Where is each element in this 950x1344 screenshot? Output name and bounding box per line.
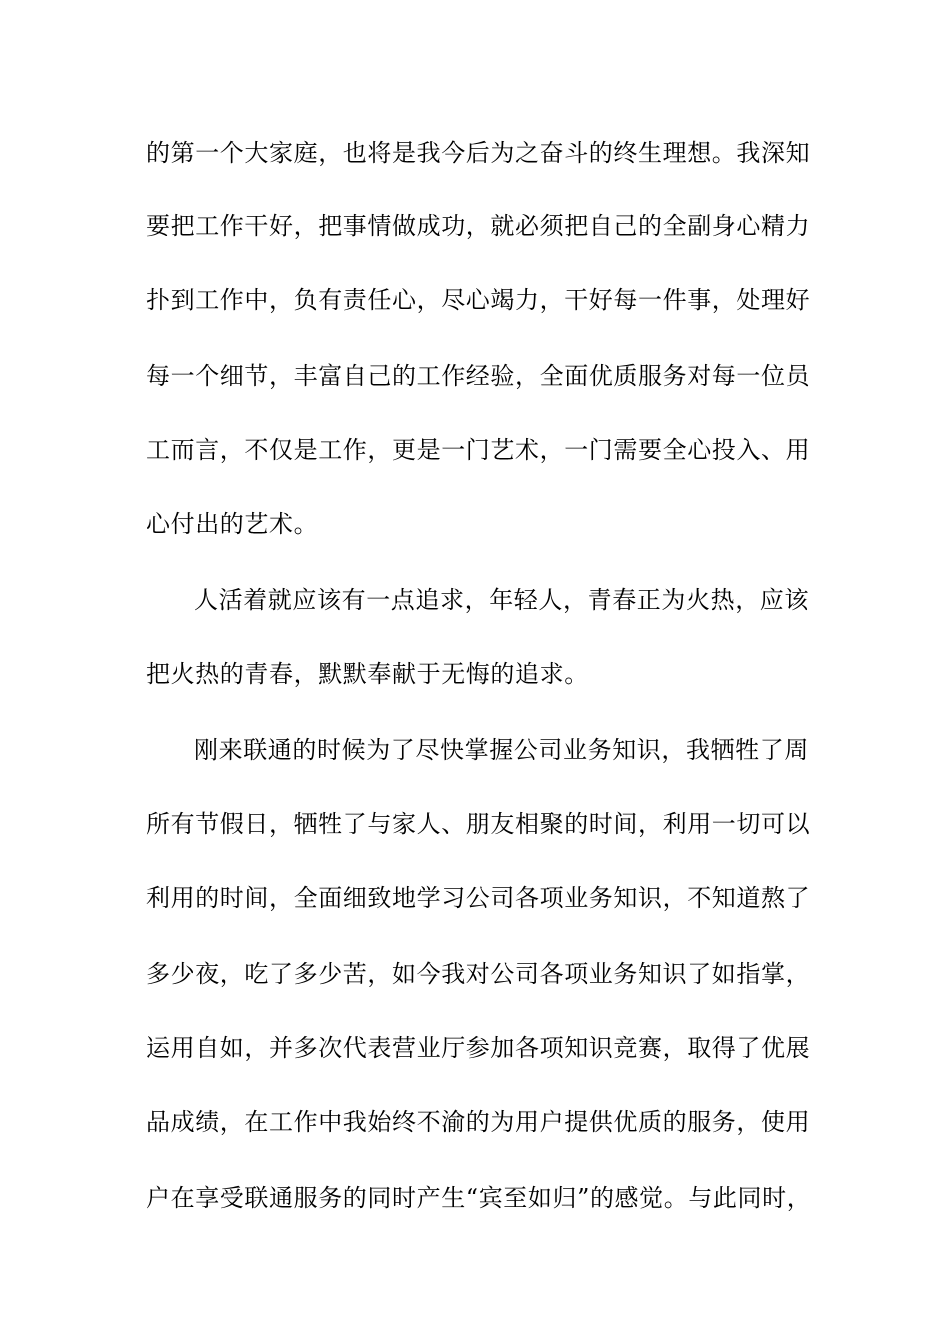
paragraph-first-line: 刚来联通的时候为了尽快掌握公司业务知识，我牺牲了周 (194, 736, 809, 764)
text-line: 要把工作干好，把事情做成功，就必须把自己的全副身心精力 (146, 212, 811, 240)
text-line: 扑到工作中，负有责任心，尽心竭力，干好每一件事，处理好 (146, 286, 811, 314)
text-line: 户在享受联通服务的同时产生“宾至如归”的感觉。与此同时， (146, 1184, 812, 1212)
text-line: 所有节假日，牺牲了与家人、朋友相聚的时间，利用一切可以 (146, 810, 811, 838)
text-line: 心付出的艺术。 (146, 510, 319, 538)
text-line: 多少夜，吃了多少苦，如今我对公司各项业务知识了如指掌， (146, 960, 811, 988)
text-line: 运用自如，并多次代表营业厅参加各项知识竞赛，取得了优展 (146, 1034, 811, 1062)
text-line: 每一个细节，丰富自己的工作经验，全面优质服务对每一位员 (146, 362, 811, 390)
text-line: 利用的时间，全面细致地学习公司各项业务知识，不知道熬了 (146, 884, 811, 912)
text-line: 品成绩，在工作中我始终不渝的为用户提供优质的服务，使用 (146, 1108, 811, 1136)
text-line: 把火热的青春，默默奉献于无悔的追求。 (146, 660, 589, 688)
text-line: 的第一个大家庭，也将是我今后为之奋斗的终生理想。我深知 (146, 139, 811, 167)
text-line: 工而言，不仅是工作，更是一门艺术，一门需要全心投入、用 (146, 436, 811, 464)
paragraph-first-line: 人活着就应该有一点追求，年轻人，青春正为火热，应该 (194, 586, 809, 614)
